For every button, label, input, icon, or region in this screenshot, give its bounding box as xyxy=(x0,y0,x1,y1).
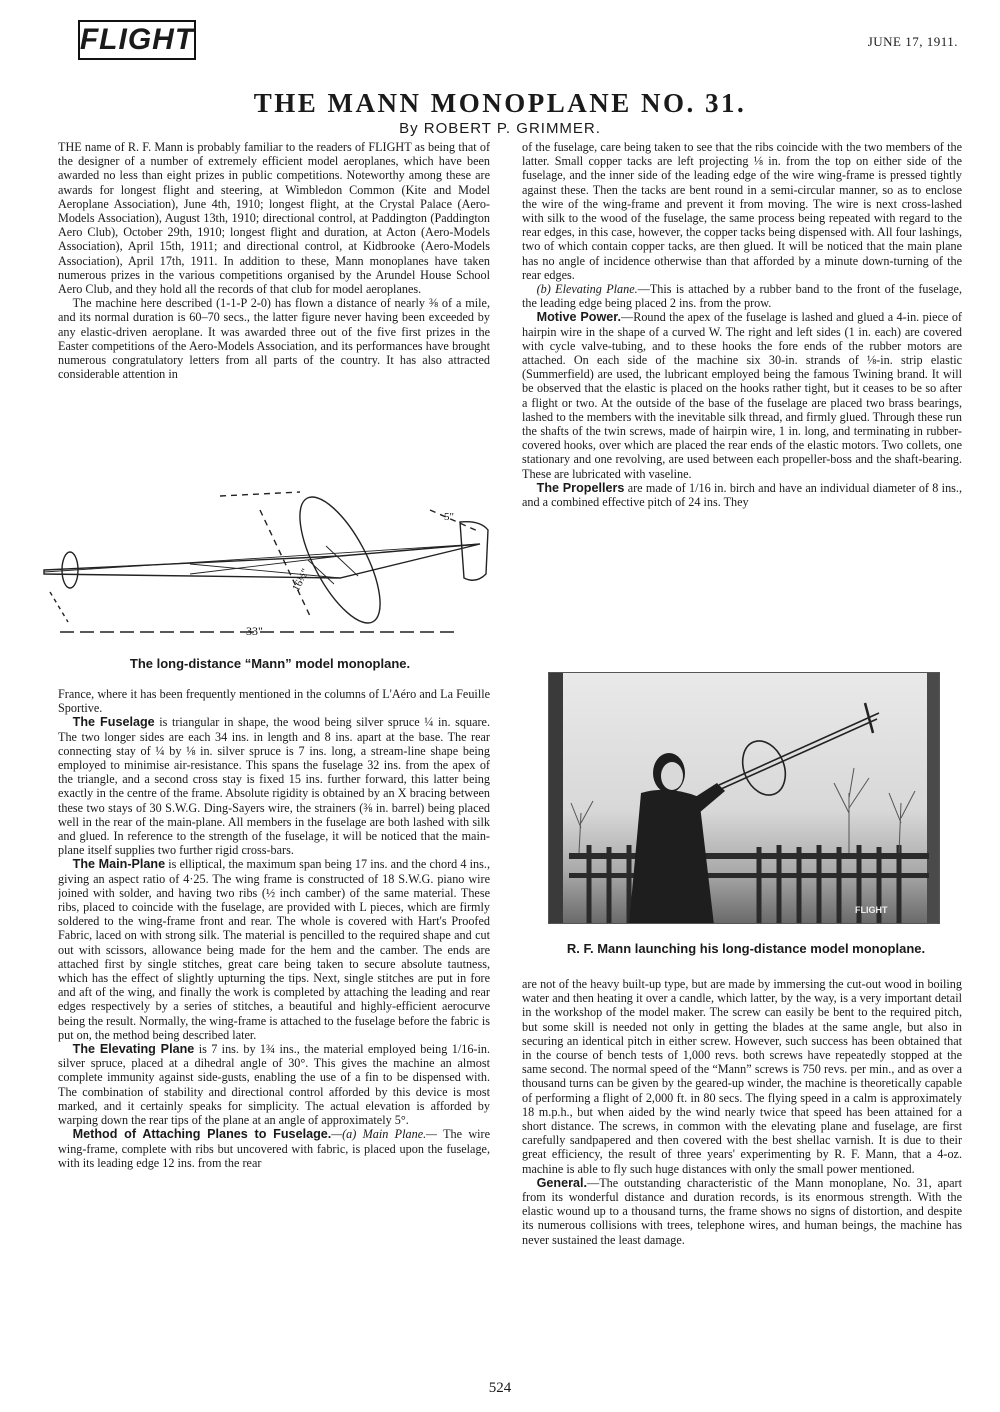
masthead-logo: FLIGHT xyxy=(78,20,196,60)
fuselage-frame xyxy=(44,544,480,578)
dimension-label-span: 16½" xyxy=(290,566,312,594)
article-title: THE MANN MONOPLANE NO. 31. xyxy=(253,88,747,118)
heading-mainplane: The Main-Plane xyxy=(72,857,166,872)
column-left-upper xyxy=(58,140,490,475)
paragraph-propellers: The Propellers are made of 1/16 in. birch and have an individual diameter of 8 ins., and a combined effective pitch of 24 ins. They xyxy=(522,480,962,510)
paragraph-screws: are not of the heavy built-up type, but are made by immersing the cut-out wood in boiling water and then heating it over a candle, which latter, by the way, is a very important detail in the workshop of the model maker. The screw can easily be bent to the required pitch, but some skill is needed not only in getting the blades at the same angle, but also in securing an identical pitch in either screw. However, such success has been obtained that in the course of bench tests of 1,000 revs. both screws have repeatedly stopped at the same second. The normal speed of the “Mann” screws is 750 revs. per min., and as over a thousand turns can be given by the geared-up winder, the machine is theoretically capable of performing a flight of 2,000 ft. in 80 secs. The flying speed in a calm is approximately 18 m.p.h., but when aided by the wind nearly twice that speed has been attained for a short distance. The screws, in common with the elevating plane and fuselage, are first carefully sandpapered and then covered with the best shellac varnish. It is due to their great efficiency, the result of three years' experimenting by R. F. Mann, that a 4-oz. machine is able to fly such huge distances with only the small power mentioned. xyxy=(522,977,962,1176)
column-right-upper xyxy=(522,140,962,655)
paragraph-machine: The machine here described (1-1-P 2-0) has flown a distance of nearly ⅜ of a mile, and its normal duration is 60–70 secs., the latter figure never having been exceeded by any elastic-driven aeroplane. It was awarded three out of the five first prizes in the Easter competitions of the Aero-Models Association, and its performances have brought numerous congratulatory letters from all parts of the country. It has also attracted considerable attention in xyxy=(58,296,490,382)
paragraph-fuselage: The Fuselage is triangular in shape, the wood being silver spruce ¼ in. square. The two longer sides are each 34 ins. in length and 8 ins. apart at the base. The rear connecting stay of ¼ by ⅛ in. silver spruce is 7 ins. long, a stream-line shape being employed to minimise air-resistance. This spans the fuselage 32 ins. from the apex of the triangle, and a second cross stay is fixed 15 ins. further forward, this latter being exactly in the centre of the frame. Absolute rigidity is obtained by an X bracing between these two stays of 30 S.W.G. Ding-Sayers wire, the strainers (⅜ in. barrel) being placed well in the rear of the main-plane. All members in the fuselage are both lashed with silk and glued. In reference to the strength of the fuselage, it will be noticed that the main-plane itself supplies two further rigid cross-bars. xyxy=(58,715,490,858)
issue-date: JUNE 17, 1911. xyxy=(867,34,958,49)
column-right-lower xyxy=(522,977,962,1349)
paragraph-mainplane: The Main-Plane is elliptical, the maximum span being 17 ins. and the chord 4 ins., giving an aspect ratio of 4·25. The wing frame is constructed of 18 S.W.G. piano wire joined with solder, and having two ribs (½ inch camber) of the same material. These ribs, placed to coincide with the fuselage, are provided with L pieces, which are firmly soldered to the wing-frame front and rear. The whole is covered with Hart's Proofed Fabric, laced on with strong silk. The material is pencilled to the required shape and cut out with scissors, allowance being made for the hem and the camber. The ends are attached first by single stitches, great care being taken to secure absolute tautness, which has the effect of slightly upturning the tips. Next, single stitches are put in fore and aft of the wing, and finally the work is completed by attaching the leading and rear edges respectively by a series of stitches, a beautiful and highly-efficient aerocurve being the result. Normally, the wing-frame is attached to the fuselage before the fabric is put on, the method being described later. xyxy=(58,857,490,1042)
photo-illustration xyxy=(549,673,940,924)
paragraph-elevating: The Elevating Plane is 7 ins. by 1¾ ins., the material employed being 1/16-in. silver spruce, placed at a dihedral angle of 30°. This gives the machine an almost complete immunity against side-gusts, enabling the use of a fin to be dispensed with. The combination of stability and directional control afforded by this device is most marked, and it certainly speaks for simplicity. The actual elevation is afforded by warping down the rear tips of the plane at an angle of approximately 5°. xyxy=(58,1042,490,1128)
paragraph-motive: Motive Power.—Round the apex of the fuselage is lashed and glued a 4-in. piece of hairpin wire in the shape of a curved W. The right and left sides (1 in. each) are covered with cycle valve-tubing, and to these hooks the fore ends of the rubber motors are attached. On each side of the machine six 30-in. strands of ⅛-in. strip elastic (Summerfield) are used, the lubricant employed being the famous Twining brand. It will be observed that the elastic is placed on the hooks rather tight, but it ceases to be so after a flight or two. At the outside of the base of the fuselage are placed two brass bearings, lashed to the members with the inevitable silk thread, and firmly glued. Through these run the shafts of the twin screws, made of hairpin wire, 1 in. long, and terminating in rubber-covered hooks, over which are placed the rear ends of the elastic motors. Two collets, one stationary and one revolving, are used between each propeller-boss and the shaft-bearing. These are lubricated with vaseline. xyxy=(522,310,962,481)
figure-monoplane-drawing xyxy=(40,482,500,652)
paragraph-intro: THE name of R. F. Mann is probably familiar to the readers of FLIGHT as being that of the designer of a number of extremely efficient model aeroplanes, which have been awarded no less than eight prizes in public competitions. Noteworthy among these are awards for longest flight and steering, at Wimbledon Common (Kite and Model Aeroplane Association), June 4th, 1910; longest flight, at the Crystal Palace (Aero-Models Association), August 13th, 1910; directional control, at Paddington (Paddington Aero Club), October 29th, 1910; longest flight and duration, at Acton (Aero-Models Association), April 15th, 1911; and directional control, at Kidbrooke (Aero-Models Association), April 17th, 1911. In addition to these, Mann monoplanes have taken numerous prizes in the various competitions organised by the Arundel House School Aero Club, and they hold all the records of that club for model aeroplanes. xyxy=(58,140,490,297)
dimension-label-length: 33" xyxy=(246,624,263,638)
heading-propellers: The Propellers xyxy=(536,480,625,495)
figure2-caption: R. F. Mann launching his long-distance model monoplane. xyxy=(566,941,926,956)
heading-method: Method of Attaching Planes to Fuselage. xyxy=(72,1127,332,1142)
paragraph-france: France, where it has been frequently mentioned in the columns of L'Aéro and La Feuille Sportive. xyxy=(58,687,490,716)
heading-general: General. xyxy=(536,1175,588,1190)
figure-launch-photo xyxy=(548,672,940,924)
elevating-plane-shape xyxy=(460,522,488,581)
paragraph-elevating-attach: (b) Elevating Plane.—This is attached by a rubber band to the front of the fuselage, the leading edge being placed 2 ins. from the prow. xyxy=(522,282,962,311)
paragraph-general: General.—The outstanding characteristic of the Mann monoplane, No. 31, apart from its wonderful distance and duration records, is its enormous strength. With the elastic wound up to a thousand turns, the frame shows no signs of distortion, and despite its numerous collisions with trees, telephone wires, and human beings, the machine has never sustained the least damage. xyxy=(522,1175,962,1247)
column-left-lower xyxy=(58,687,490,1347)
heading-motive: Motive Power. xyxy=(536,310,622,325)
dimension-label-small: 5" xyxy=(444,511,454,523)
figure1-caption: The long-distance “Mann” model monoplane. xyxy=(129,656,411,671)
monoplane-diagram xyxy=(40,482,500,652)
article-byline: By ROBERT P. GRIMMER. xyxy=(399,120,601,137)
main-plane-shape xyxy=(284,486,396,634)
page-number: 524 xyxy=(488,1380,512,1396)
paragraph-attaching: of the fuselage, care being taken to see that the ribs coincide with the two members of the latter. Small copper tacks are left projecting ⅛ in. from the top on either side of the fuselage, and the inner side of the leading edge of the wire wing-frame is pressed tightly against these. Then the tacks are bent round in a semi-circular manner, so as to enclose the wire of the wing-frame and prevent it from moving. The wire is next cross-lashed with silk to the wood of the fuselage, the same process being repeated with regard to the rear edges, in this case, however, the copper tacks being dispensed with. All four lashings, two of which contain copper tacks, are then glued. It will be noticed that the main plane has no angle of incidence otherwise than that afforded by a minute down-turning of the rear edges. xyxy=(522,140,962,282)
paragraph-method: Method of Attaching Planes to Fuselage.—(a) Main Plane.— The wire wing-frame, complete with ribs but uncovered with fabric, is placed upon the fuselage, with its leading edge 12 ins. from the rear xyxy=(58,1127,490,1170)
heading-fuselage: The Fuselage xyxy=(72,715,155,730)
photo-watermark: FLIGHT xyxy=(855,905,888,915)
heading-elevating: The Elevating Plane xyxy=(72,1042,195,1057)
